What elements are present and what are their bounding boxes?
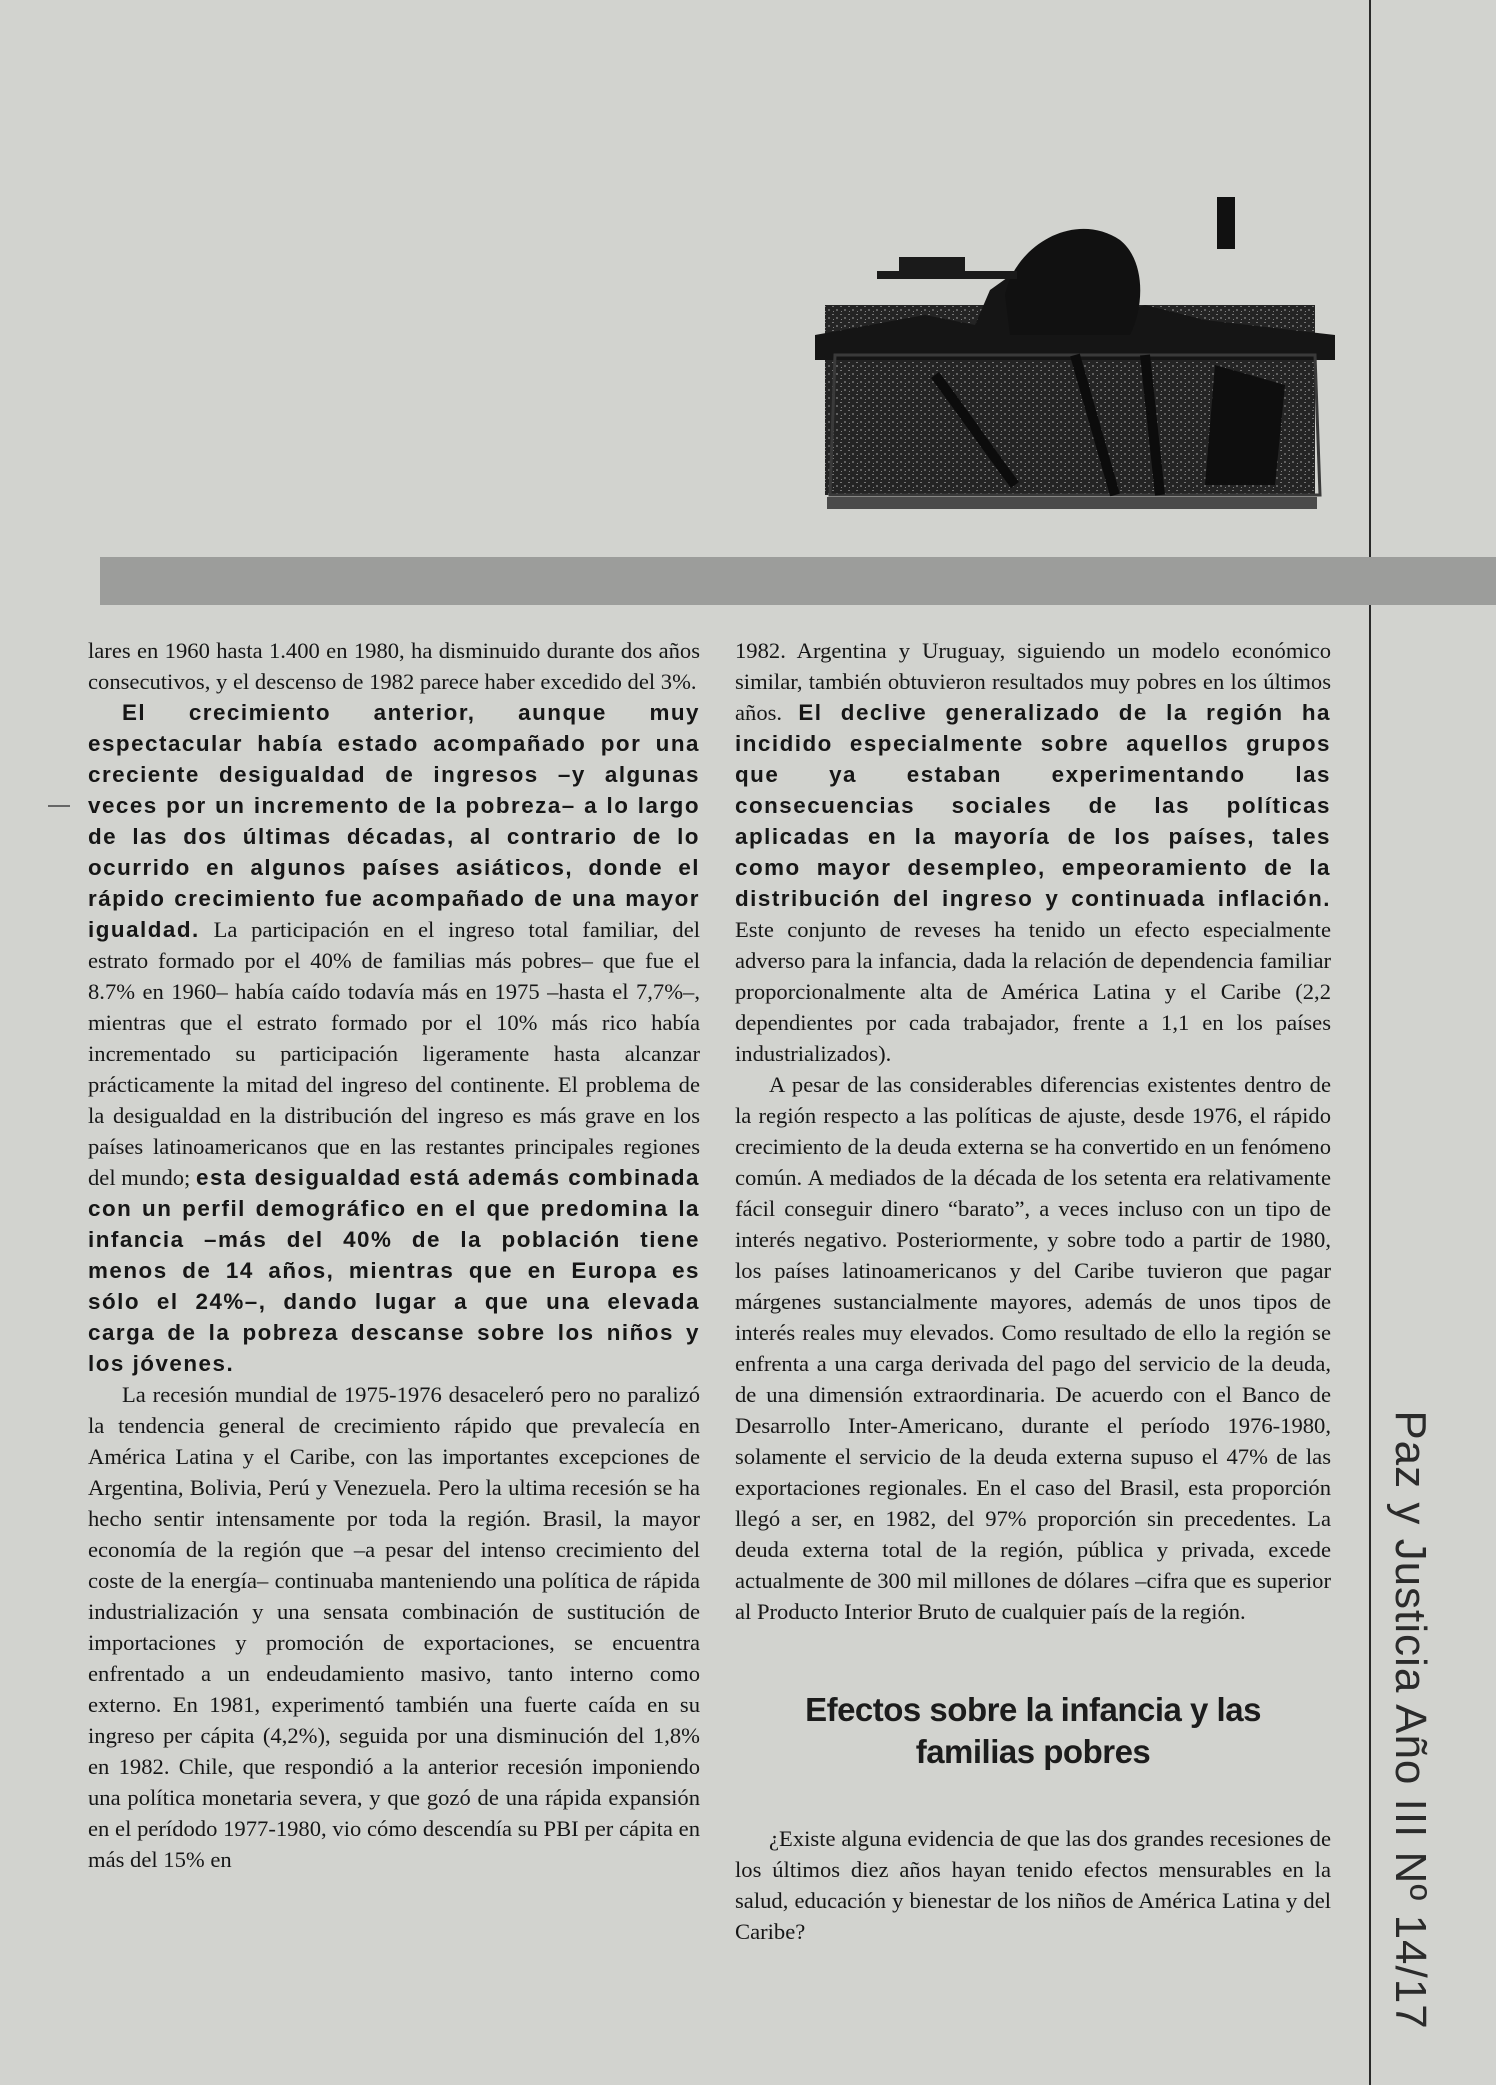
emphasis-text: El crecimiento anterior, aunque muy espectacular había estado acompañado por una creciente desigualdad de ingresos –y algunas veces por un incremento de la pobreza– a lo largo de las dos últimas décadas, al contrario de lo ocurrido en algunos países asiáticos, donde el rápido crecimiento fue acompañado de una mayor igualdad.: [88, 700, 700, 942]
body-text: La participación en el ingreso total familiar, del estrato formado por el 40% de familias más pobres– que fue el 8.7% en 1960– había caído todavía más en 1975 –hasta el 7,7%–, mientras que el estrato formado por el 10% más rico había incrementado su participación ligeramente hasta alcanzar prácticamente la mitad del ingreso del continente. El problema de la desigualdad en la distribución del ingreso es más grave en los países latinoamericanos que en las restantes principales regiones del mundo;: [88, 917, 700, 1190]
paragraph: lares en 1960 hasta 1.400 en 1980, ha disminuido durante dos años consecutivos, y el descenso de 1982 parece haber excedido del 3%.: [88, 638, 700, 694]
left-column: [88, 635, 700, 1875]
body-text: 1982. Argentina y Uruguay, siguiendo un modelo económico similar, también obtuvieron resultados muy pobres en los últimos años.: [735, 638, 1331, 725]
soldier-photo: [815, 185, 1335, 525]
emphasis-text: esta desigualdad está además combinada con un perfil demográfico en el que predomina la infancia –más del 40% de la población tiene menos de 14 años, mientras que en Europa es sólo el 24%–, dando lugar a que una elevada carga de la pobreza descanse sobre los niños y los jóvenes.: [88, 1165, 700, 1376]
margin-dash: [48, 805, 70, 807]
paragraph: La recesión mundial de 1975-1976 desaceleró pero no paralizó la tendencia general de crecimiento rápido que prevalecía en América Latina y el Caribe, con las importantes excepciones de Argentina, Bolivia, Perú y Venezuela. Pero la ultima recesión se ha hecho sentir intensamente por toda la región. Brasil, la mayor economía de la región que –a pesar del intenso crecimiento del coste de la energía– continuaba manteniendo una política de rápida industrialización y una sensata combinación de sustitución de importaciones y promoción de exportaciones, se encuentra enfrentado a un endeudamiento masivo, tanto interno como externo. En 1981, experimentó también una fuerte caída en su ingreso per cápita (4,2%), seguida por una disminución del 1,8% en 1982. Chile, que respondió a la anterior recesión imponiendo una política monetaria severa, y que gozó de una rápida expansión en el perídodo 1977-1980, vio cómo descendía su PBI per cápita en más del 15% en: [88, 1382, 700, 1872]
paragraph: [88, 697, 700, 1379]
right-column: [735, 635, 1331, 1947]
running-title-text: Paz y Justicia Año III Nº 14/17: [1386, 1410, 1435, 2030]
section-heading: Efectos sobre la infancia y las familias pobres: [805, 1691, 1261, 1770]
paragraph: [735, 635, 1331, 1069]
vertical-rule: [1369, 0, 1371, 2085]
paragraph: A pesar de las considerables diferencias existentes dentro de la región respecto a las políticas de ajuste, desde 1976, el rápido crecimiento de la deuda externa se ha convertido en un fenómeno común. A mediados de la década de los setenta era relativamente fácil conseguir dinero “barato”, a veces incluso con un tipo de interés negativo. Posteriormente, y sobre todo a partir de 1980, los países latinoamericanos y del Caribe tuvieron que pagar márgenes sustancialmente mayores, además de unos tipos de interés reales muy elevados. Como resultado de ello la región se enfrenta a una carga derivada del pago del servicio de la deuda, de una dimensión extraordinaria. De acuerdo con el Banco de Desarrollo Inter-Americano, durante el período 1976-1980, solamente el servicio de la deuda externa supuso el 47% de las exportaciones regionales. En el caso del Brasil, esta proporción llegó a ser, en 1982, del 97% proporción sin precedentes. La deuda externa total de la región, pública y privada, excede actualmente de 300 mil millones de dólares –cifra que es superior al Producto Interior Bruto de cualquier país de la región.: [735, 1072, 1331, 1624]
body-text: Este conjunto de reveses ha tenido un efecto especialmente adverso para la infancia, dada la relación de dependencia familiar proporcionalmente alta de América Latina y el Caribe (2,2 dependientes por cada trabajador, frente a 1,1 en los países industrializados).: [735, 917, 1331, 1066]
emphasis-text: El declive generalizado de la región ha incidido especialmente sobre aquellos grupos que ya estaban experimentando las consecuencias sociales de las políticas aplicadas en la mayoría de los países, tales como mayor desempleo, empeoramiento de la distribución del ingreso y continuada inflación.: [735, 700, 1331, 911]
vertical-running-title: [1375, 1410, 1445, 2030]
paragraph: ¿Existe alguna evidencia de que las dos grandes recesiones de los últimos diez años hayan tenido efectos mensurables en la salud, educación y bienestar de los niños de América Latina y del Caribe?: [735, 1826, 1331, 1944]
gray-header-band: [100, 557, 1496, 605]
